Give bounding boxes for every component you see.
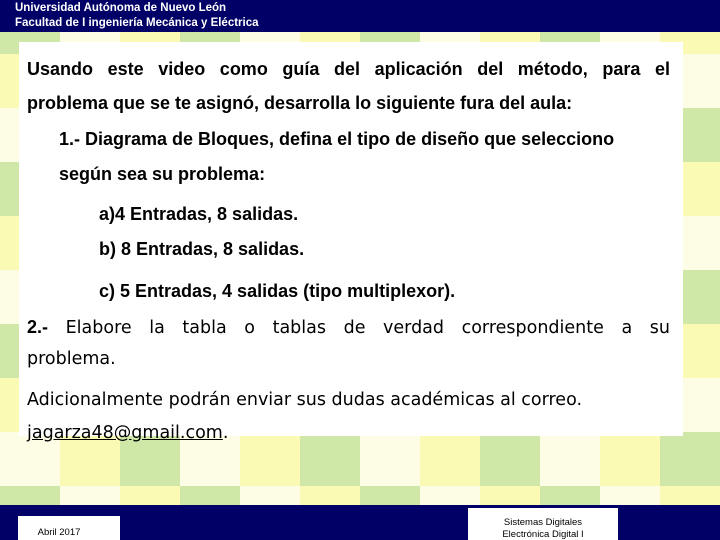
background-tile: [600, 432, 660, 486]
footer-course-line-1: Sistemas Digitales: [503, 517, 583, 528]
background-tile: [240, 432, 300, 486]
item-2-text: Elabore la tabla o tablas de verdad correspondiente a su: [48, 318, 670, 338]
faculty-name: Facultad de I ingeniería Mecánica y Eléctrica: [15, 17, 259, 29]
option-b: b) 8 Entradas, 8 salidas.: [99, 239, 305, 259]
option-c: c) 5 Entradas, 4 salidas (tipo multiplexor).: [99, 281, 456, 301]
background-tile: [540, 432, 600, 486]
footer-date: Abril 2017: [37, 527, 81, 538]
intro-line-2: problema que se te asignó, desarrolla lo siguiente fura del aula:: [27, 93, 573, 113]
background-tile: [480, 432, 540, 486]
university-name: Universidad Autónoma de Nuevo León: [15, 2, 227, 14]
item-2-line-1: [27, 316, 670, 339]
email-line: [27, 422, 228, 444]
email-link[interactable]: jagarza48@gmail.com: [27, 423, 223, 443]
item-2-line-2: problema.: [27, 349, 116, 369]
item-1-line-1: 1.- Diagrama de Bloques, defina el tipo de diseño que selecciono: [59, 129, 615, 149]
background-tile: [420, 432, 480, 486]
extra-line: Adicionalmente podrán enviar sus dudas académicas al correo.: [27, 390, 583, 410]
option-a: a)4 Entradas, 8 salidas.: [99, 204, 299, 224]
footer-course-line-2: Electrónica Digital I: [502, 529, 584, 540]
item-1-line-2: según sea su problema:: [59, 164, 266, 184]
background-tile: [360, 432, 420, 486]
background-tile: [300, 432, 360, 486]
item-2-number: 2.-: [27, 317, 49, 337]
background-tile: [660, 432, 720, 486]
email-suffix: .: [222, 423, 229, 443]
header-bar: [0, 0, 720, 32]
intro-line-1: Usando este video como guía del aplicación del método, para el: [27, 59, 670, 79]
